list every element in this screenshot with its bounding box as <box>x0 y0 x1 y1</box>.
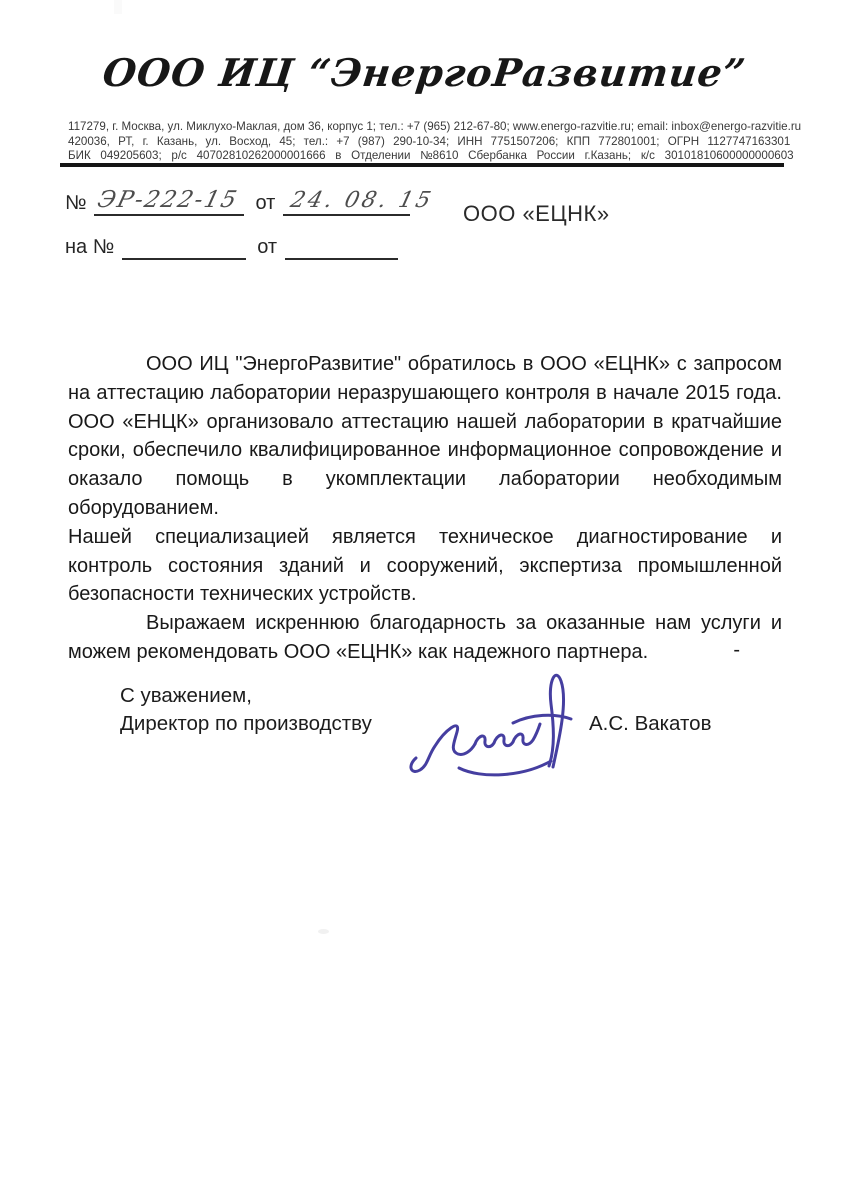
closing-line-1: С уважением, <box>120 684 252 707</box>
handwritten-number-value: ЭР-222-15 <box>95 187 242 213</box>
signer-name: А.С. Вакатов <box>589 712 712 735</box>
handwritten-signature-ink <box>400 664 585 784</box>
body-paragraph-3 <box>68 609 782 667</box>
recipient-name: ООО «ЕЦНК» <box>463 201 610 226</box>
scan-artifact-mid <box>318 929 329 934</box>
address-line-1: 117279, г. Москва, ул. Миклухо-Маклая, дом 36, корпус 1; тел.: +7 (965) 212-67-80; www.energo-razvitie.ru; email: inbox@energo-razvitie.ru <box>68 120 802 133</box>
reply-number-field-line <box>122 232 246 260</box>
address-line-3: БИК 049205603; р/с 40702810262000001666 в Отделении №8610 Сбербанка России г.Казань; к/с 30101810600000000603 <box>68 149 794 162</box>
body-paragraph-3-text: Выражаем искреннюю благодарность за оказанные нам услуги и можем рекомендовать ООО «ЕЦНК» как надежного партнера. <box>68 612 782 663</box>
body-paragraph-1: ООО ИЦ "ЭнергоРазвитие" обратилось в ООО «ЕЦНК» с запросом на аттестацию лаборатории неразрушающего контроля в начале 2015 года. ООО «ЕНЦК» организовало аттестацию нашей лаборатории в кратчайшие сроки, обеспечило квалифицированное информационное сопровождение и оказало помощь в укомплектации лаборатории необходимым оборудованием. <box>68 353 782 519</box>
letterhead-address <box>68 120 802 164</box>
reply-to-number-row <box>65 232 785 260</box>
handwritten-date-value: 24. 08. 15 <box>288 188 437 213</box>
number-label: № <box>65 192 87 214</box>
date-field-line <box>283 188 437 216</box>
reply-date-label: от <box>257 236 278 258</box>
number-field-line <box>94 188 244 216</box>
closing-line-2: Директор по производству <box>120 712 372 735</box>
company-logo-script: ООО ИЦ “ЭнергоРазвитие” <box>100 50 749 95</box>
letter-body <box>68 350 782 667</box>
date-label: от <box>255 192 276 214</box>
closing-lines <box>120 682 372 738</box>
body-paragraph-2: Нашей специализацией является техническое диагностирование и контроль состояния зданий и сооружений, экспертиза промышленной безопасности технических устройств. <box>68 525 782 606</box>
reference-block <box>65 188 785 276</box>
scan-artifact-top <box>114 0 122 14</box>
reply-label: на № <box>65 236 115 258</box>
reply-date-field-line <box>285 232 398 260</box>
outgoing-number-row <box>65 188 785 216</box>
letterhead-divider-rule <box>60 163 784 167</box>
address-line-2: 420036, РТ, г. Казань, ул. Восход, 45; тел.: +7 (987) 290-10-34; ИНН 7751507206; КПП 772801001; ОГРН 1127747163301 <box>68 134 791 148</box>
trailing-dash-mark: - <box>733 638 740 661</box>
signature-block <box>0 682 849 812</box>
